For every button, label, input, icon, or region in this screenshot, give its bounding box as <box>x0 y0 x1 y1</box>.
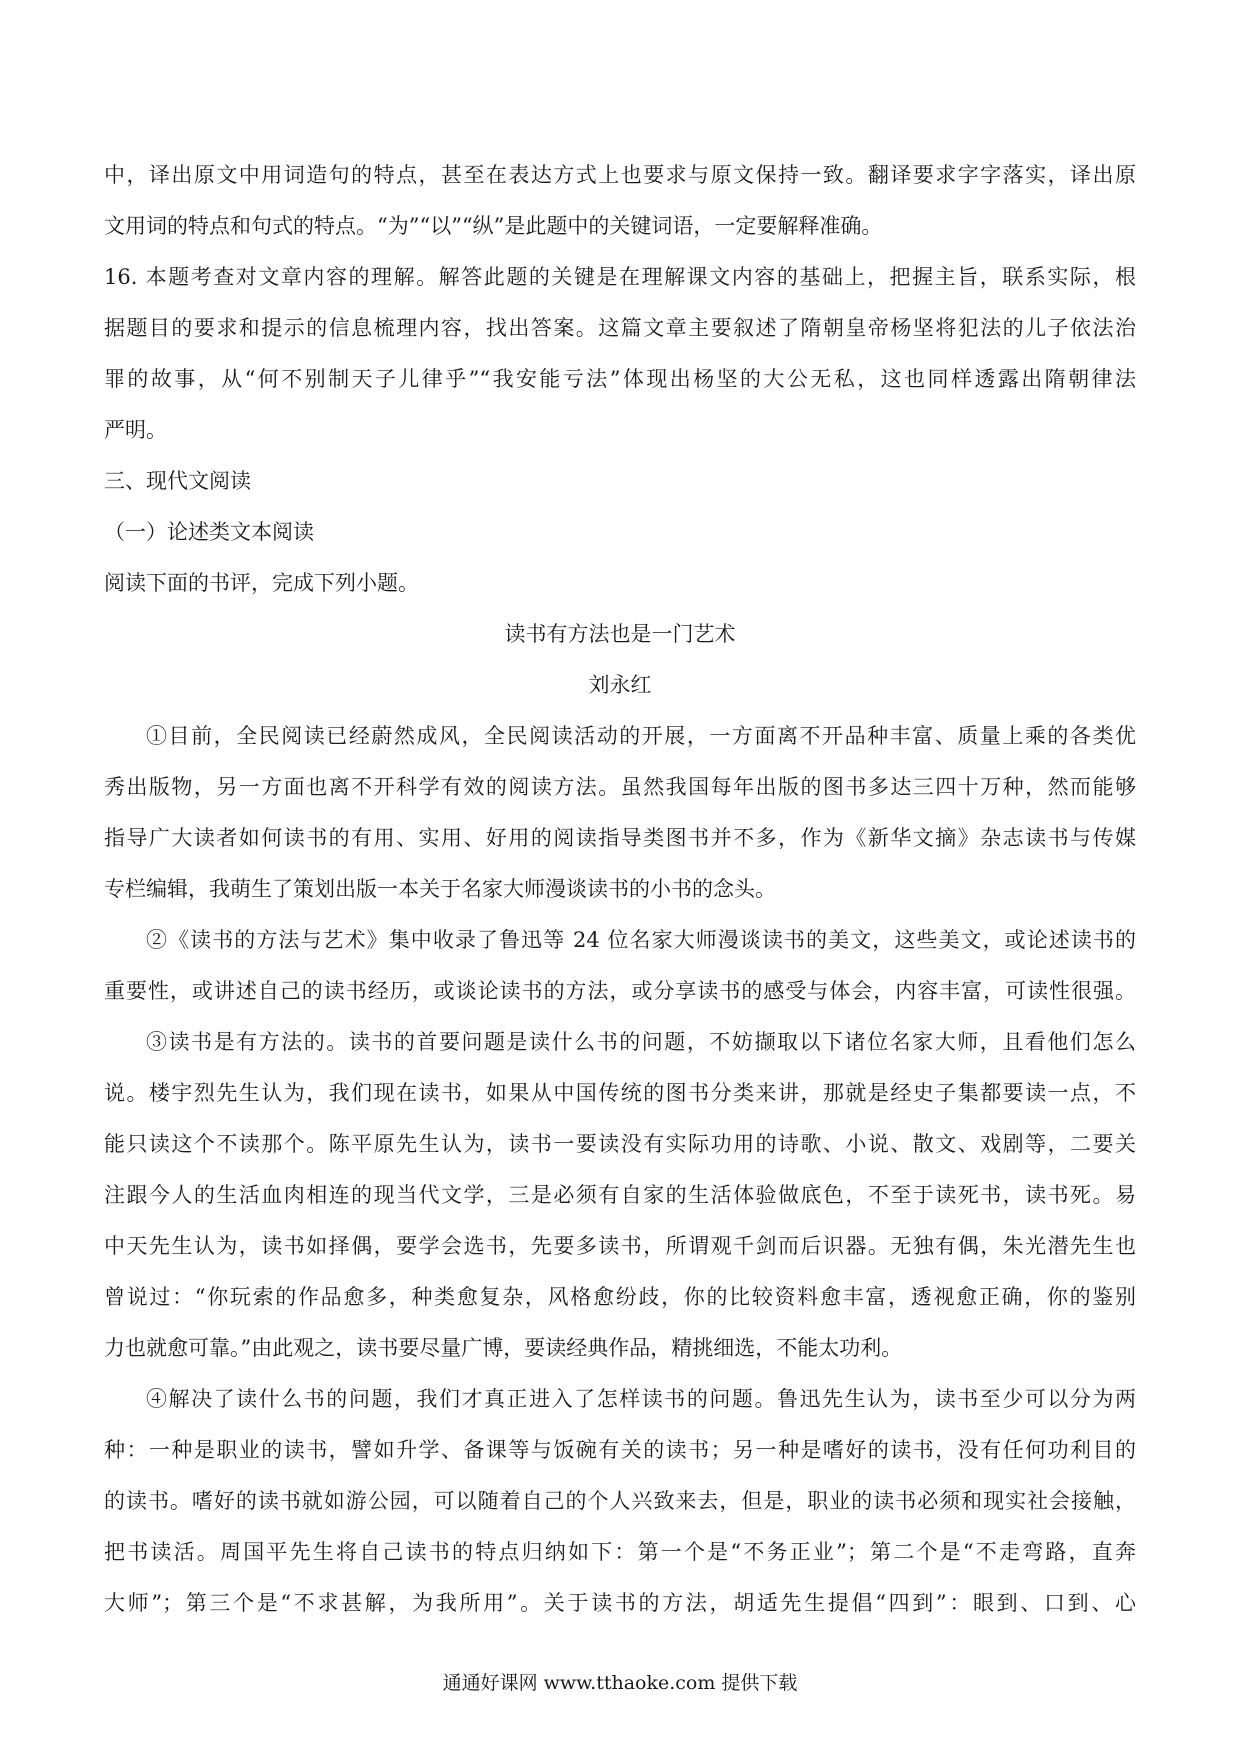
text-line: 专栏编辑，我萌生了策划出版一本关于名家大师漫谈读书的小书的念头。 <box>104 877 776 901</box>
instruction-text: 阅读下面的书评，完成下列小题。 <box>104 571 419 595</box>
document-page <box>104 150 1136 1629</box>
text-line: 曾说过：“你玩索的作品愈多，种类愈复杂，风格愈纷歧，你的比较资料愈丰富，透视愈正确，你的鉴别 <box>104 1285 1136 1309</box>
text-line: 罪的故事，从“何不别制天子儿律乎”“我安能亏法”体现出杨坚的大公无私，这也同样透露出隋朝律法 <box>104 367 1136 391</box>
text-line: 秀出版物，另一方面也离不开科学有效的阅读方法。虽然我国每年出版的图书多达三四十万种，然而能够 <box>104 775 1136 799</box>
article-paragraph-4 <box>104 1374 1136 1629</box>
text-line: 重要性，或讲述自己的读书经历，或谈论读书的方法，或分享读书的感受与体会，内容丰富，可读性很强。 <box>104 979 1136 1003</box>
article-paragraph-2 <box>104 915 1136 1017</box>
article-author: 刘永红 <box>588 673 652 697</box>
text-line: 说。楼宇烈先生认为，我们现在读书，如果从中国传统的图书分类来讲，那就是经史子集都要读一点，不 <box>104 1081 1136 1105</box>
text-line: 指导广大读者如何读书的有用、实用、好用的阅读指导类图书并不多，作为《新华文摘》杂志读书与传媒 <box>104 826 1136 850</box>
text-line: 大师”；第三个是“不求甚解，为我所用”。关于读书的方法，胡适先生提倡“四到”：眼到、口到、心 <box>104 1591 1136 1615</box>
text-line: ①目前，全民阅读已经蔚然成风，全民阅读活动的开展，一方面离不开品种丰富、质量上乘的各类优 <box>146 724 1136 748</box>
text-line: ③读书是有方法的。读书的首要问题是读什么书的问题，不妨撷取以下诸位名家大师，且看他们怎么 <box>146 1030 1136 1054</box>
text-line: 注跟今人的生活血肉相连的现当代文学，三是必须有自家的生活体验做底色，不至于读死书，读书死。易 <box>104 1183 1136 1207</box>
answer-16 <box>104 252 1136 456</box>
text-line: 把书读活。周国平先生将自己读书的特点归纳如下：第一个是“不务正业”；第二个是“不走弯路，直奔 <box>104 1540 1136 1564</box>
text-line: 严明。 <box>104 418 167 442</box>
article-paragraph-3 <box>104 1017 1136 1374</box>
continued-paragraph <box>104 150 1136 252</box>
text-line: 的读书。嗜好的读书就如游公园，可以随着自己的个人兴致来去，但是，职业的读书必须和现实社会接触， <box>104 1489 1136 1513</box>
text-line: ④解决了读什么书的问题，我们才真正进入了怎样读书的问题。鲁迅先生认为，读书至少可以分为两 <box>146 1387 1136 1411</box>
text-line: 据题目的要求和提示的信息梳理内容，找出答案。这篇文章主要叙述了隋朝皇帝杨坚将犯法的儿子依法治 <box>104 316 1136 340</box>
text-line: 文用词的特点和句式的特点。“为”“以”“纵”是此题中的关键词语，一定要解释准确。 <box>104 214 883 238</box>
text-line: ②《读书的方法与艺术》集中收录了鲁迅等 24 位名家大师漫谈读书的美文，这些美文，或论述读书的 <box>146 928 1136 952</box>
article-title: 读书有方法也是一门艺术 <box>504 622 736 646</box>
article-paragraph-1 <box>104 711 1136 915</box>
page-footer: 通通好课网 www.tthaoke.com 提供下载 <box>442 1672 798 1694</box>
text-line: 中，译出原文中用词造句的特点，甚至在表达方式上也要求与原文保持一致。翻译要求字字落实，译出原 <box>104 163 1136 187</box>
text-line: 能只读这个不读那个。陈平原先生认为，读书一要读没有实际功用的诗歌、小说、散文、戏剧等，二要关 <box>104 1132 1136 1156</box>
text-line: 16. 本题考查对文章内容的理解。解答此题的关键是在理解课文内容的基础上，把握主旨，联系实际，根 <box>104 265 1136 289</box>
text-line: 中天先生认为，读书如择偶，要学会选书，先要多读书，所谓观千剑而后识器。无独有偶，朱光潜先生也 <box>104 1234 1136 1258</box>
text-line: 力也就愈可靠。”由此观之，读书要尽量广博，要读经典作品，精挑细选，不能太功利。 <box>104 1336 903 1360</box>
subsection-heading: （一）论述类文本阅读 <box>104 520 314 544</box>
section-heading: 三、现代文阅读 <box>104 469 251 493</box>
text-line: 种：一种是职业的读书，譬如升学、备课等与饭碗有关的读书；另一种是嗜好的读书，没有任何功利目的 <box>104 1438 1136 1462</box>
